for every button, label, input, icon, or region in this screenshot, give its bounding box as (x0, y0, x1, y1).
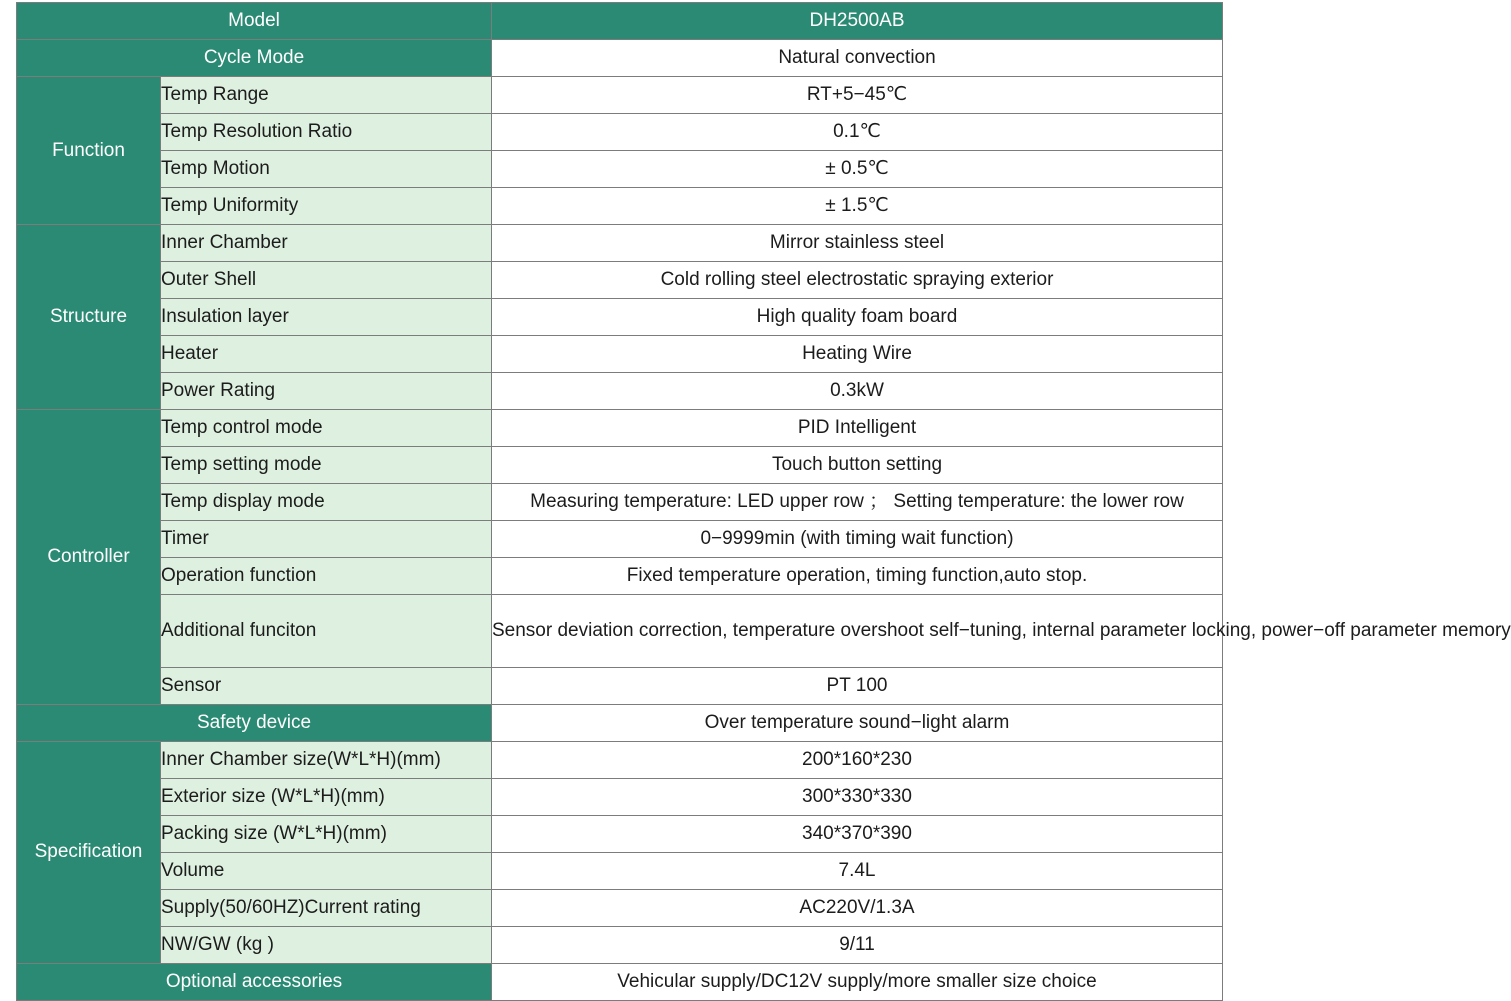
row-label: Temp Uniformity (161, 188, 492, 225)
table-row (17, 852, 1223, 889)
row-value: ± 0.5℃ (492, 151, 1223, 188)
table-row (17, 225, 1223, 262)
row-label: Inner Chamber size(W*L*H)(mm) (161, 741, 492, 778)
table-row (17, 926, 1223, 963)
row-label: Exterior size (W*L*H)(mm) (161, 778, 492, 815)
optional-accessories-label: Optional accessories (17, 963, 492, 1000)
table-row (17, 521, 1223, 558)
row-label: Packing size (W*L*H)(mm) (161, 815, 492, 852)
row-label: Insulation layer (161, 299, 492, 336)
row-value: Heating Wire (492, 336, 1223, 373)
table-row (17, 77, 1223, 114)
row-value: 7.4L (492, 852, 1223, 889)
row-label: Temp Range (161, 77, 492, 114)
group-controller: Controller (17, 410, 161, 705)
table-row (17, 336, 1223, 373)
row-label: Additional funciton (161, 595, 492, 668)
table-row (17, 373, 1223, 410)
table-row (17, 889, 1223, 926)
row-value: ± 1.5℃ (492, 188, 1223, 225)
row-value: 300*330*330 (492, 778, 1223, 815)
table-row (17, 815, 1223, 852)
group-structure: Structure (17, 225, 161, 410)
group-specification: Specification (17, 741, 161, 963)
row-label: Timer (161, 521, 492, 558)
table-row (17, 299, 1223, 336)
row-label: Outer Shell (161, 262, 492, 299)
row-value: PT 100 (492, 667, 1223, 704)
table-row (17, 667, 1223, 704)
group-function: Function (17, 77, 161, 225)
row-value: Fixed temperature operation, timing function,auto stop. (492, 558, 1223, 595)
table-row (17, 188, 1223, 225)
safety-device-value: Over temperature sound−light alarm (492, 704, 1223, 741)
table-row (17, 595, 1223, 668)
table-row (17, 558, 1223, 595)
row-label: Sensor (161, 667, 492, 704)
table-row (17, 262, 1223, 299)
row-label: NW/GW (kg ) (161, 926, 492, 963)
model-value: DH2500AB (492, 3, 1223, 40)
row-value: Touch button setting (492, 447, 1223, 484)
model-label: Model (17, 3, 492, 40)
row-value: 0.3kW (492, 373, 1223, 410)
row-value: Measuring temperature: LED upper row ； Setting temperature: the lower row (492, 484, 1223, 521)
row-value: RT+5−45℃ (492, 77, 1223, 114)
cycle-mode-label: Cycle Mode (17, 40, 492, 77)
cycle-mode-row (17, 40, 1223, 77)
table-row (17, 778, 1223, 815)
safety-device-row (17, 704, 1223, 741)
spec-table (16, 2, 1511, 1001)
row-value: 0.1℃ (492, 114, 1223, 151)
table-row (17, 484, 1223, 521)
safety-device-label: Safety device (17, 704, 492, 741)
row-value: AC220V/1.3A (492, 889, 1223, 926)
row-label: Temp Motion (161, 151, 492, 188)
row-value: Sensor deviation correction, temperature overshoot self−tuning, internal parameter locking, power−off parameter memory (492, 595, 1223, 668)
optional-accessories-row (17, 963, 1223, 1000)
row-label: Power Rating (161, 373, 492, 410)
row-label: Temp Resolution Ratio (161, 114, 492, 151)
row-label: Temp control mode (161, 410, 492, 447)
row-label: Temp display mode (161, 484, 492, 521)
row-label: Temp setting mode (161, 447, 492, 484)
row-label: Operation function (161, 558, 492, 595)
row-value: Mirror stainless steel (492, 225, 1223, 262)
row-value: 9/11 (492, 926, 1223, 963)
row-label: Inner Chamber (161, 225, 492, 262)
row-label: Supply(50/60HZ)Current rating (161, 889, 492, 926)
table-row (17, 410, 1223, 447)
row-value: PID Intelligent (492, 410, 1223, 447)
table-row (17, 741, 1223, 778)
row-label: Volume (161, 852, 492, 889)
row-value: Cold rolling steel electrostatic spraying exterior (492, 262, 1223, 299)
row-label: Heater (161, 336, 492, 373)
row-value: High quality foam board (492, 299, 1223, 336)
optional-accessories-value: Vehicular supply/DC12V supply/more smaller size choice (492, 963, 1223, 1000)
table-row (17, 151, 1223, 188)
header-row (17, 3, 1223, 40)
row-value: 340*370*390 (492, 815, 1223, 852)
row-value: 200*160*230 (492, 741, 1223, 778)
table-row (17, 114, 1223, 151)
cycle-mode-value: Natural convection (492, 40, 1223, 77)
table-row (17, 447, 1223, 484)
row-value: 0−9999min (with timing wait function) (492, 521, 1223, 558)
